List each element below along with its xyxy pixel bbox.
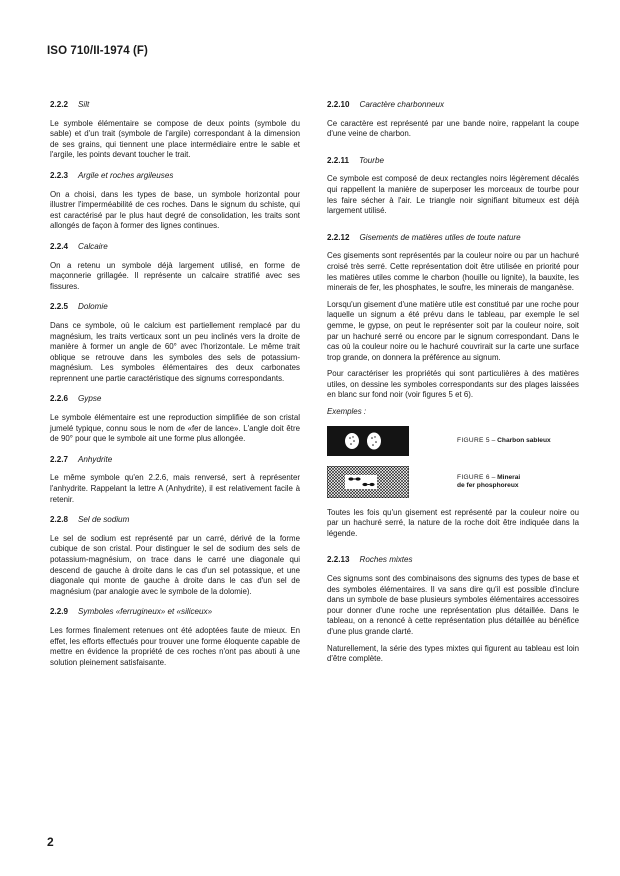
section-number: 2.2.8 — [50, 515, 69, 525]
paragraph: Naturellement, la série des types mixtes qui figurent au tableau est loin d'être complète. — [327, 643, 579, 664]
right-column — [327, 100, 579, 675]
section-number: 2.2.3 — [50, 170, 69, 180]
section-title: Roches mixtes — [359, 555, 413, 565]
section-heading — [327, 156, 579, 167]
figure-6-caption: FIGURE 6 – Minerai de fer phosphoreux — [457, 473, 521, 489]
section-title: Gisements de matières utiles de toute nature — [359, 232, 521, 242]
section-heading — [50, 100, 300, 111]
section-heading — [50, 455, 300, 466]
section-2-2-4 — [50, 242, 300, 292]
paragraph: Ces signums sont des combinaisons des signums des types de base et des symboles élémentaires. Il va sans dire qu'il est possible d'inclure dans un symbole de base plusieurs symboles élémentaires accessoires pour donner d'une roche une représentation plus détaillée. Dans le tableau, on a renoncé à cette représentation plus détaillée au bénéfice d'une plus grande clarté. — [327, 574, 579, 636]
section-2-2-11 — [327, 156, 579, 217]
section-title: Caractère charbonneux — [359, 100, 445, 109]
section-2-2-7 — [50, 455, 300, 505]
paragraph: Lorsqu'un gisement d'une matière utile est constitué par une roche pour laquelle un signum a été prévu dans le tableau, par exemple le sel gemme, le gypse, on peut le représenter soit par la couleur noire, soit par un hachuré serré ou encore par le signum correspondant. Dans le cas où la couleur noire ou le hachuré couvrirait sur la carte une surface trop grande, on donnera la préférence au signum. — [327, 299, 579, 362]
paragraph: On a choisi, dans les types de base, un symbole horizontal pour illustrer l'imperméabilité de ces roches. Dans le signum du schiste, qui est caractérisé par le plus haut degré de consolidation, les traits sont allongés de façon à former des lignes continues. — [50, 189, 300, 231]
section-number: 2.2.13 — [327, 555, 350, 565]
section-title: Symboles «ferrugineux» et «siliceux» — [78, 607, 213, 617]
section-number: 2.2.9 — [50, 607, 69, 617]
section-heading — [50, 171, 300, 182]
page-number: 2 — [47, 835, 54, 849]
section-2-2-5 — [50, 302, 300, 384]
section-title: Anhydrite — [78, 454, 113, 464]
section-number: 2.2.12 — [327, 232, 350, 242]
section-2-2-13 — [327, 555, 579, 664]
section-2-2-6 — [50, 394, 300, 444]
section-number: 2.2.11 — [327, 155, 350, 165]
section-title: Argile et roches argileuses — [78, 170, 174, 180]
section-number: 2.2.7 — [50, 454, 69, 464]
left-column — [50, 100, 300, 678]
examples-label: Exemples : — [327, 407, 367, 417]
document-header: ISO 710/II-1974 (F) — [47, 45, 148, 57]
section-title: Calcaire — [78, 241, 108, 251]
section-2-2-2 — [50, 100, 300, 161]
paragraph: Le même symbole qu'en 2.2.6, mais renversé, sert à représenter l'anhydrite. Rappelant la lettre A (Anhydrite), il est relativement facile à retenir. — [50, 473, 300, 504]
section-title: Dolomie — [78, 302, 108, 312]
paragraph: Ce caractère est représenté par une bande noire, rappelant la coupe d'une veine de charbon. — [327, 118, 579, 139]
section-2-2-12 — [327, 233, 579, 540]
figure-6-title-line-2: de fer phosphoreux — [457, 481, 519, 489]
paragraph: Toutes les fois qu'un gisement est représenté par la couleur noire ou par un hachuré serré, la nature de la roche doit être indiquée dans la légende. — [327, 507, 579, 538]
figure-6 — [327, 466, 579, 498]
minerai-fer-phosphoreux-symbol — [327, 466, 409, 498]
charbon-sableux-symbol — [327, 426, 409, 456]
paragraph: Pour caractériser les propriétés qui sont particulières à des matières utiles, on dessine les symboles correspondants sur des plages laissées en blanc sur fond noir (voir figures 5 et 6). — [327, 369, 579, 400]
section-2-2-3 — [50, 171, 300, 232]
paragraph: Le symbole élémentaire se compose de deux points (symbole du sable) et d'un trait (symbole de l'argile) correspondant à la dimension de ses grains, qui tiennent une place intermédiaire entre le sable et l'argile, les points devant toucher le trait. — [50, 118, 300, 160]
section-title: Tourbe — [359, 155, 384, 165]
figure-6-title-line-1: Minerai — [497, 473, 521, 481]
section-heading — [327, 555, 579, 566]
section-2-2-9 — [50, 607, 300, 668]
figure-6-number: FIGURE 6 — [457, 473, 490, 481]
paragraph: Ces gisements sont représentés par la couleur noire ou par un hachuré croisé très serré. Cette représentation doit être utilisée en priorité pour les matières utiles comme le charbon (houille ou lignite), la bauxite, les minerais de fer, les phosphates, le soufre, les minerais de manganèse. — [327, 251, 579, 293]
section-heading — [50, 302, 300, 313]
section-heading — [327, 100, 579, 111]
section-number: 2.2.6 — [50, 394, 69, 404]
paragraph: Dans ce symbole, où le calcium est partiellement remplacé par du magnésium, les traits verticaux sont un peu inclinés vers la droite de manière à former un angle de 60° avec l'horizontale. Le même trait oblique se retrouve dans les symboles des sels de potassium-magnésium. Les symboles élémentaires des deux carbonates reprennent une partie caractéristique des signums correspondants. — [50, 320, 300, 383]
paragraph: Les formes finalement retenues ont été adoptées faute de mieux. En effet, les efforts effectués pour trouver une forme éloquente capable de mettre en évidence la propriété de ces roches n'ont pas abouti à une solution pleinement satisfaisante. — [50, 625, 300, 667]
section-heading — [50, 515, 300, 526]
section-title: Gypse — [78, 394, 102, 404]
section-2-2-8 — [50, 515, 300, 597]
paragraph: Ce symbole est composé de deux rectangles noirs légèrement décalés qui rappellent la manière de superposer les morceaux de tourbe pour les faire sécher à l'air. Le triangle noir signifiant bitumeux est déjà largement utilisé. — [327, 174, 579, 216]
figure-5-title: Charbon sableux — [497, 436, 551, 444]
figure-5-caption: FIGURE 5 – Charbon sableux — [457, 436, 551, 444]
section-heading — [50, 394, 300, 405]
section-2-2-10 — [327, 100, 579, 140]
section-number: 2.2.10 — [327, 100, 350, 109]
paragraph: On a retenu un symbole déjà largement utilisé, en forme de maçonnerie grillagée. Il représente un calcaire stratifié avec ses fissures. — [50, 260, 300, 291]
section-heading — [50, 242, 300, 253]
section-title: Sel de sodium — [78, 515, 130, 525]
paragraph: Le sel de sodium est représenté par un carré, dérivé de la forme cubique de son cristal. Pour distinguer le sel de sodium des sels de potassium-magnésium, on trace dans le carré une diagonale qui descend de gauche à droite dans le cas d'un sel potassique, et une diagonale qui monte de gauche à droite dans le cas d'un sel de magnésium (par analogie avec le symbole de la dolomie). — [50, 533, 300, 596]
section-heading — [50, 607, 300, 618]
figure-5 — [327, 426, 579, 456]
section-heading — [327, 233, 579, 244]
section-number: 2.2.5 — [50, 302, 69, 312]
section-number: 2.2.4 — [50, 241, 69, 251]
paragraph: Le symbole élémentaire est une reproduction simplifiée de son cristal jumelé typique, connu sous le nom de «fer de lance». L'angle doit être de 90° pour que le symbole ait une forme plus allongée. — [50, 413, 300, 444]
section-title: Silt — [78, 100, 90, 109]
section-number: 2.2.2 — [50, 100, 69, 109]
figure-5-number: FIGURE 5 — [457, 436, 490, 444]
